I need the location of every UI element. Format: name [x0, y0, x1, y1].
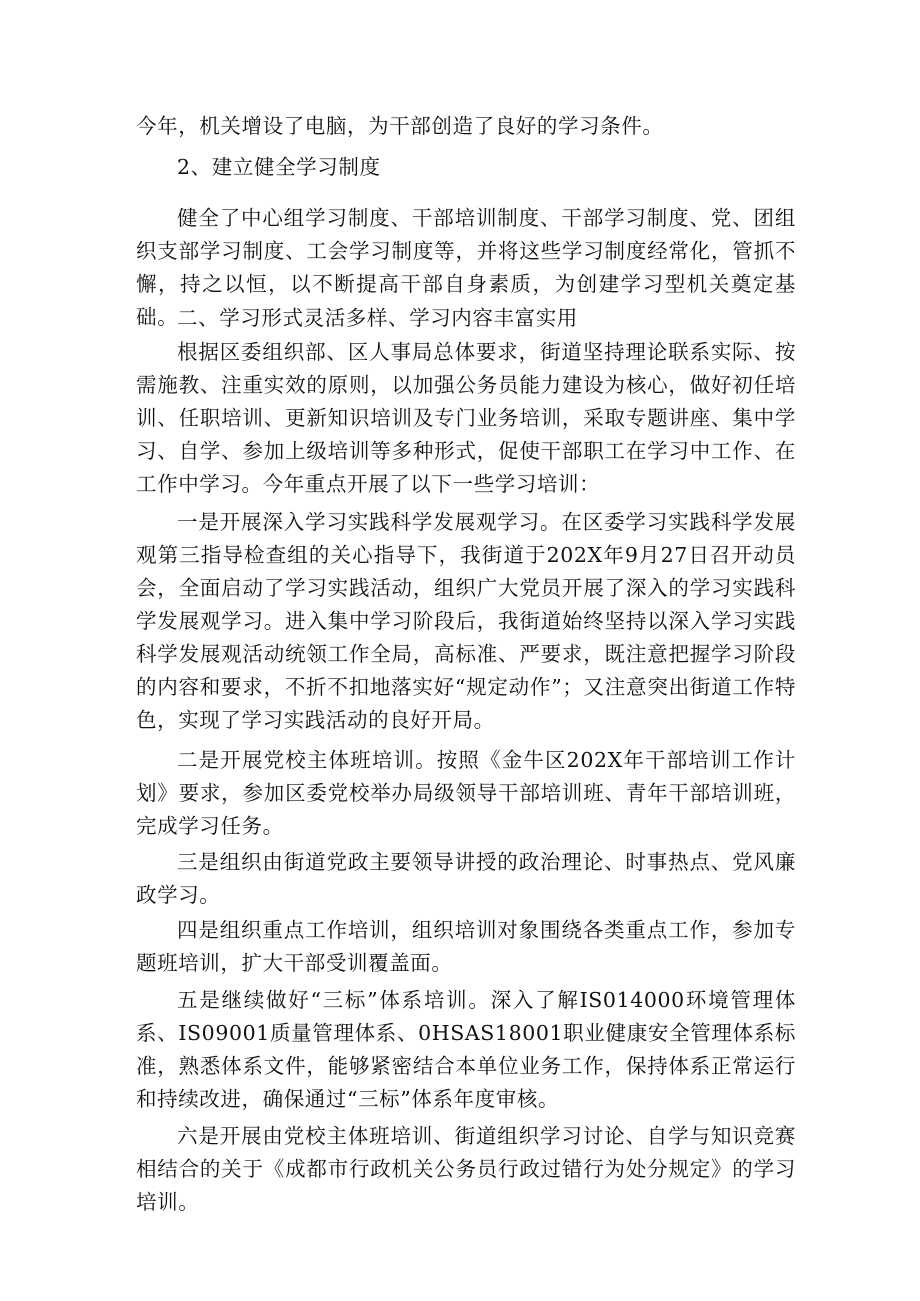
- paragraph-item-six: [136, 1120, 796, 1219]
- heading-text: 二、学习形式灵活多样、学习内容丰富实用: [177, 306, 578, 330]
- paragraph-text: 三是组织由街道党政主要领导讲授的政治理论、时事热点、党风廉政学习。: [136, 850, 796, 907]
- paragraph-item-five: [136, 984, 796, 1116]
- paragraph-text: 今年，机关增设了电脑，为干部创造了良好的学习条件。: [136, 114, 664, 138]
- paragraph-text: 五是继续做好“三标”体系培训。深入了解IS014000环境管理体系、IS09001质量管理体系、0HSAS18001职业健康安全管理体系标准，熟悉体系文件，能够紧密结合本单位业务工作，保持体系正常运行和持续改进，确保通过“三标”体系年度审核。: [136, 988, 796, 1111]
- paragraph-item-one: [136, 506, 796, 737]
- section-heading-study-forms: [136, 302, 796, 335]
- paragraph-text: 一是开展深入学习实践科学发展观学习。在区委学习实践科学发展观第三指导检查组的关心指导下，我街道于202X年9月27日召开动员会，全面启动了学习实践活动，组织广大党员开展了深入的学习实践科学发展观学习。进入集中学习阶段后，我街道始终坚持以深入学习实践科学发展观活动统领工作全局，高标准、严要求，既注意把握学习阶段的内容和要求，不折不扣地落实好“规定动作”；又注意突出街道工作特色，实现了学习实践活动的良好开局。: [136, 510, 796, 732]
- paragraph-text: 六是开展由党校主体班培训、街道组织学习讨论、自学与知识竞赛相结合的关于《成都市行政机关公务员行政过错行为处分规定》的学习培训。: [136, 1124, 796, 1214]
- paragraph-study-requirements: [136, 336, 796, 501]
- paragraph-text: 二是开展党校主体班培训。按照《金牛区202X年干部培训工作计划》要求，参加区委党校举办局级领导干部培训班、青年干部培训班，完成学习任务。: [136, 748, 796, 838]
- paragraph-text: 四是组织重点工作培训，组织培训对象围绕各类重点工作，参加专题班培训，扩大干部受训覆盖面。: [136, 918, 796, 975]
- paragraph-item-three: [136, 846, 796, 912]
- paragraph-text: 健全了中心组学习制度、干部培训制度、干部学习制度、党、团组织支部学习制度、工会学习制度等，并将这些学习制度经常化，管抓不懈，持之以恒，以不断提高干部自身素质，为创建学习型机关奠定基础。: [136, 206, 796, 329]
- section-heading-study-system: [136, 151, 796, 184]
- heading-text: 2、建立健全学习制度: [177, 155, 381, 179]
- paragraph-item-four: [136, 914, 796, 980]
- paragraph-computers: [136, 110, 796, 143]
- paragraph-item-two: [136, 744, 796, 843]
- paragraph-text: 根据区委组织部、区人事局总体要求，街道坚持理论联系实际、按需施教、注重实效的原则，以加强公务员能力建设为核心，做好初任培训、任职培训、更新知识培训及专门业务培训，采取专题讲座、集中学习、自学、参加上级培训等多种形式，促使干部职工在学习中工作、在工作中学习。今年重点开展了以下一些学习培训：: [136, 340, 796, 496]
